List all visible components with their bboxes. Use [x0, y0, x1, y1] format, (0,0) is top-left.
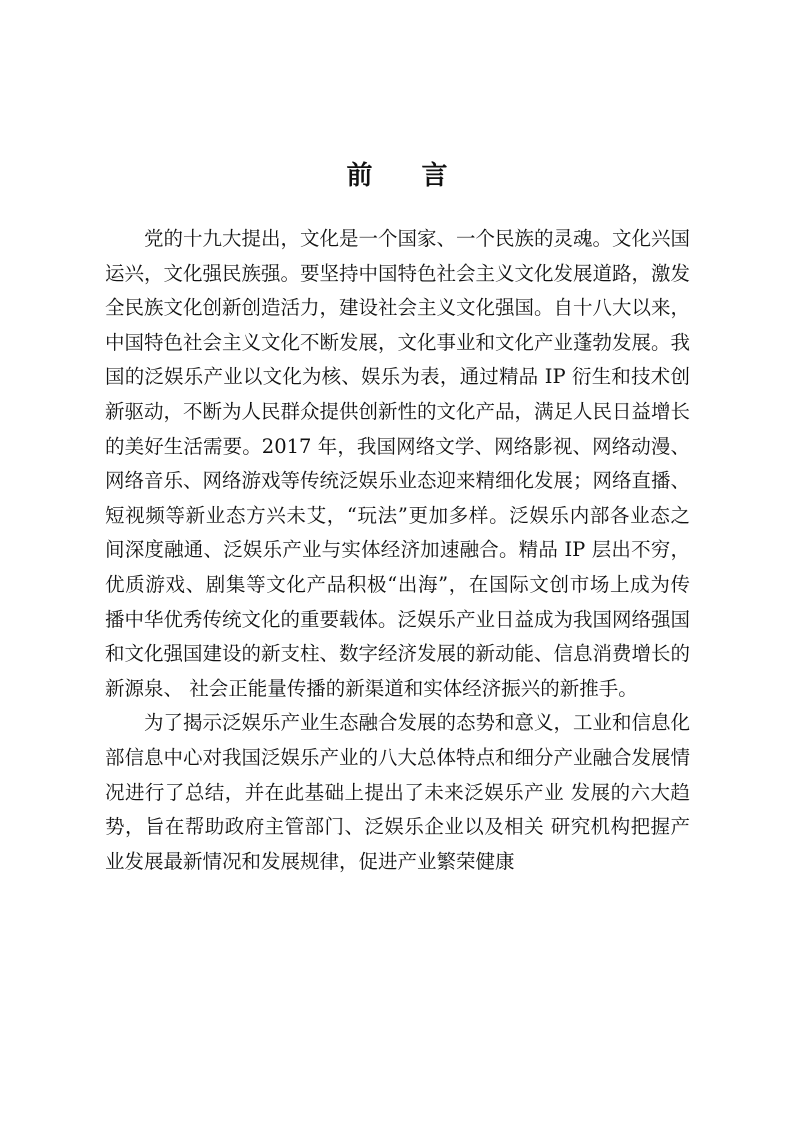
paragraph-1: 党的十九大提出，文化是一个国家、一个民族的灵魂。文化兴国运兴，文化强民族强。要坚持中国特色社会主义文化发展道路，激发全民族文化创新创造活力，建设社会主义文化强国。自十八大以来，中国特色社会主义文化不断发展，文化事业和文化产业蓬勃发展。我国的泛娱乐产业以文化为核、娱乐为表，通过精品 IP 衍生和技术创新驱动，不断为人民群众提供创新性的文化产品，满足人民日益增长的美好生活需要。2017 年，我国网络文学、网络影视、网络动漫、网络音乐、网络游戏等传统泛娱乐业态迎来精细化发展；网络直播、短视频等新业态方兴未艾，“玩法”更加多样。泛娱乐内部各业态之间深度融通、泛娱乐产业与实体经济加速融合。精品 IP 层出不穷，优质游戏、剧集等文化产品积极“出海”，在国际文创市场上成为传播中华优秀传统文化的重要载体。泛娱乐产业日益成为我国网络强国和文化强国建设的新支柱、数字经济发展的新动能、信息消费增长的新源泉、 社会正能量传播的新渠道和实体经济振兴的新推手。 — [105, 227, 691, 700]
paragraph-2: 为了揭示泛娱乐产业生态融合发展的态势和意义，工业和信息化部信息中心对我国泛娱乐产业的八大总体特点和细分产业融合发展情况进行了总结，并在此基础上提出了未来泛娱乐产业 发展的六大趋势，旨在帮助政府主管部门、泛娱乐企业以及相关 研究机构把握产业发展最新情况和发展规律，促进产业繁荣健康 — [105, 711, 691, 873]
page-title: 前 言 — [346, 161, 468, 192]
body-text — [105, 222, 690, 879]
